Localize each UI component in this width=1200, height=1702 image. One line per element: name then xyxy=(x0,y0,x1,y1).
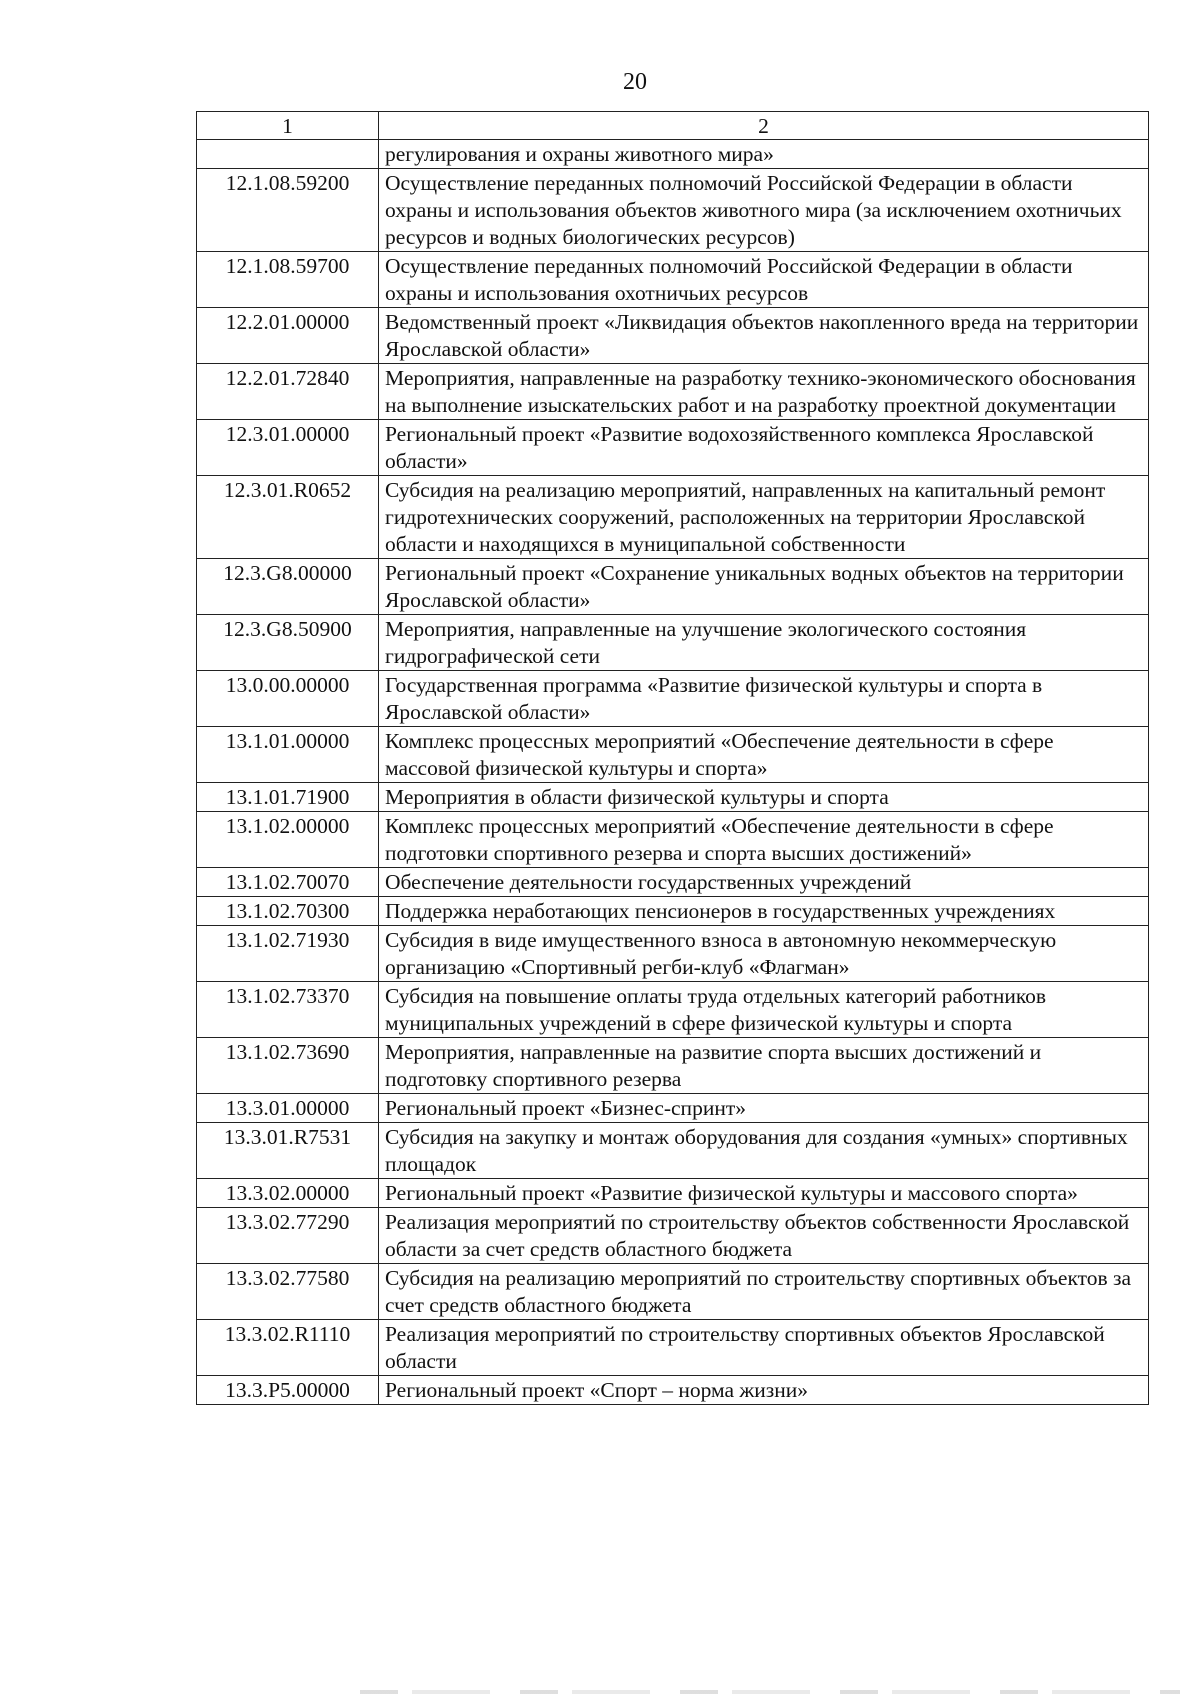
row-name-cell: Региональный проект «Сохранение уникальных водных объектов на территории Ярославской области» xyxy=(379,559,1149,615)
row-code-cell: 13.3.01.00000 xyxy=(197,1094,379,1123)
table-row xyxy=(197,1094,1149,1123)
table-row xyxy=(197,169,1149,252)
row-name-cell: Региональный проект «Спорт – норма жизни» xyxy=(379,1376,1149,1405)
row-name-cell: Ведомственный проект «Ликвидация объектов накопленного вреда на территории Ярославской области» xyxy=(379,308,1149,364)
table-row xyxy=(197,1208,1149,1264)
row-name-cell: Региональный проект «Развитие физической культуры и массового спорта» xyxy=(379,1179,1149,1208)
table-row xyxy=(197,420,1149,476)
row-code-cell: 13.1.02.00000 xyxy=(197,812,379,868)
row-name-cell: Реализация мероприятий по строительству спортивных объектов Ярославской области xyxy=(379,1320,1149,1376)
row-code-cell: 12.3.G8.50900 xyxy=(197,615,379,671)
table-row xyxy=(197,783,1149,812)
row-code-cell: 13.3.02.00000 xyxy=(197,1179,379,1208)
row-code-cell: 13.1.01.71900 xyxy=(197,783,379,812)
table-header-row xyxy=(197,112,1149,140)
row-code-cell: 13.3.02.77290 xyxy=(197,1208,379,1264)
row-code-cell: 13.1.02.73370 xyxy=(197,982,379,1038)
table-row xyxy=(197,364,1149,420)
table-row xyxy=(197,1320,1149,1376)
table-row xyxy=(197,868,1149,897)
column-header-name: 2 xyxy=(379,112,1149,140)
row-code-cell: 13.1.02.73690 xyxy=(197,1038,379,1094)
row-name-cell: Региональный проект «Бизнес-спринт» xyxy=(379,1094,1149,1123)
table-row xyxy=(197,140,1149,169)
table-row xyxy=(197,897,1149,926)
budget-classification-table xyxy=(196,111,1149,1405)
row-name-cell: Осуществление переданных полномочий Российской Федерации в области охраны и использования охотничьих ресурсов xyxy=(379,252,1149,308)
row-name-cell: Субсидия на реализацию мероприятий, направленных на капитальный ремонт гидротехнических сооружений, расположенных на территории Ярославской области и находящихся в муниципальной собственности xyxy=(379,476,1149,559)
page-number: 20 xyxy=(623,69,647,95)
row-code-cell: 12.3.G8.00000 xyxy=(197,559,379,615)
row-code-cell: 13.1.02.70070 xyxy=(197,868,379,897)
row-name-cell: Мероприятия, направленные на разработку технико-экономического обоснования на выполнение изыскательских работ и на разработку проектной документации xyxy=(379,364,1149,420)
column-header-code: 1 xyxy=(197,112,379,140)
row-code-cell: 13.3.P5.00000 xyxy=(197,1376,379,1405)
row-code-cell: 12.3.01.R0652 xyxy=(197,476,379,559)
row-name-cell: регулирования и охраны животного мира» xyxy=(379,140,1149,169)
row-code-cell: 12.2.01.00000 xyxy=(197,308,379,364)
table-row xyxy=(197,1376,1149,1405)
row-name-cell: Обеспечение деятельности государственных учреждений xyxy=(379,868,1149,897)
row-code-cell: 13.0.00.00000 xyxy=(197,671,379,727)
row-code-cell: 12.1.08.59200 xyxy=(197,169,379,252)
table-row xyxy=(197,727,1149,783)
row-code-cell xyxy=(197,140,379,169)
table-row xyxy=(197,671,1149,727)
row-code-cell: 13.1.01.00000 xyxy=(197,727,379,783)
row-name-cell: Реализация мероприятий по строительству объектов собственности Ярославской области за счет средств областного бюджета xyxy=(379,1208,1149,1264)
table-row xyxy=(197,812,1149,868)
table-row xyxy=(197,1179,1149,1208)
table-body xyxy=(197,140,1149,1405)
row-code-cell: 12.2.01.72840 xyxy=(197,364,379,420)
row-code-cell: 13.1.02.70300 xyxy=(197,897,379,926)
row-name-cell: Мероприятия в области физической культуры и спорта xyxy=(379,783,1149,812)
row-name-cell: Субсидия на закупку и монтаж оборудования для создания «умных» спортивных площадок xyxy=(379,1123,1149,1179)
row-name-cell: Субсидия на реализацию мероприятий по строительству спортивных объектов за счет средств областного бюджета xyxy=(379,1264,1149,1320)
row-name-cell: Мероприятия, направленные на развитие спорта высших достижений и подготовку спортивного резерва xyxy=(379,1038,1149,1094)
table-row xyxy=(197,308,1149,364)
row-name-cell: Субсидия в виде имущественного взноса в автономную некоммерческую организацию «Спортивный регби-клуб «Флагман» xyxy=(379,926,1149,982)
row-code-cell: 13.3.01.R7531 xyxy=(197,1123,379,1179)
row-name-cell: Осуществление переданных полномочий Российской Федерации в области охраны и использования объектов животного мира (за исключением охотничьих ресурсов и водных биологических ресурсов) xyxy=(379,169,1149,252)
row-name-cell: Субсидия на повышение оплаты труда отдельных категорий работников муниципальных учреждений в сфере физической культуры и спорта xyxy=(379,982,1149,1038)
row-code-cell: 12.1.08.59700 xyxy=(197,252,379,308)
row-name-cell: Комплекс процессных мероприятий «Обеспечение деятельности в сфере массовой физической культуры и спорта» xyxy=(379,727,1149,783)
table-row xyxy=(197,476,1149,559)
row-code-cell: 13.3.02.77580 xyxy=(197,1264,379,1320)
row-name-cell: Региональный проект «Развитие водохозяйственного комплекса Ярославской области» xyxy=(379,420,1149,476)
table-row xyxy=(197,559,1149,615)
row-code-cell: 13.1.02.71930 xyxy=(197,926,379,982)
table-row xyxy=(197,926,1149,982)
row-code-cell: 12.3.01.00000 xyxy=(197,420,379,476)
table-row xyxy=(197,1264,1149,1320)
table-row xyxy=(197,615,1149,671)
table-row xyxy=(197,1123,1149,1179)
row-name-cell: Комплекс процессных мероприятий «Обеспечение деятельности в сфере подготовки спортивного резерва и спорта высших достижений» xyxy=(379,812,1149,868)
row-name-cell: Поддержка неработающих пенсионеров в государственных учреждениях xyxy=(379,897,1149,926)
table-row xyxy=(197,1038,1149,1094)
row-code-cell: 13.3.02.R1110 xyxy=(197,1320,379,1376)
scan-artifact-strip xyxy=(360,1690,1180,1694)
row-name-cell: Государственная программа «Развитие физической культуры и спорта в Ярославской области» xyxy=(379,671,1149,727)
table-row xyxy=(197,982,1149,1038)
table-row xyxy=(197,252,1149,308)
row-name-cell: Мероприятия, направленные на улучшение экологического состояния гидрографической сети xyxy=(379,615,1149,671)
